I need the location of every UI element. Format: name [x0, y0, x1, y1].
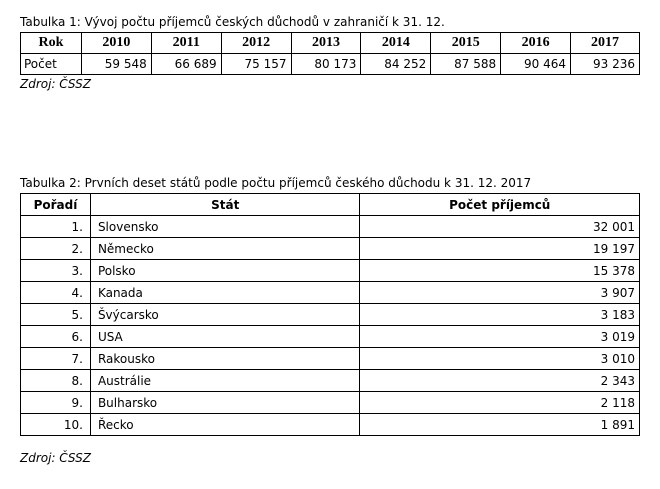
count-cell: 1 891 [360, 414, 640, 436]
count-cell: 3 183 [360, 304, 640, 326]
rank-cell: 9. [21, 392, 91, 414]
table-row [21, 348, 640, 370]
table1-year: 2014 [361, 33, 431, 54]
table-row [21, 238, 640, 260]
count-cell: 3 019 [360, 326, 640, 348]
table-row [21, 260, 640, 282]
table1-year: 2015 [431, 33, 501, 54]
rank-cell: 6. [21, 326, 91, 348]
table2-caption: Tabulka 2: Prvních deset států podle počtu příjemců českého důchodu k 31. 12. 2017 [20, 176, 532, 190]
table1-value: 66 689 [151, 54, 221, 75]
country-cell: Kanada [90, 282, 360, 304]
country-cell: Švýcarsko [90, 304, 360, 326]
table1-header-label: Rok [21, 33, 82, 54]
table1-year: 2010 [81, 33, 151, 54]
table1-year: 2012 [221, 33, 291, 54]
table2-header-rank: Pořadí [21, 194, 91, 216]
country-cell: Polsko [90, 260, 360, 282]
count-cell: 2 343 [360, 370, 640, 392]
table1-data-row [21, 54, 640, 75]
rank-cell: 10. [21, 414, 91, 436]
count-cell: 3 010 [360, 348, 640, 370]
table1-header-row [21, 33, 640, 54]
count-cell: 32 001 [360, 216, 640, 238]
table1-year: 2017 [571, 33, 640, 54]
rank-cell: 8. [21, 370, 91, 392]
table-row [21, 326, 640, 348]
table1-value: 90 464 [501, 54, 571, 75]
count-cell: 2 118 [360, 392, 640, 414]
table2-header-row [21, 194, 640, 216]
table1-value: 75 157 [221, 54, 291, 75]
table2 [20, 193, 640, 436]
table1 [20, 32, 640, 75]
table2-header-country: Stát [90, 194, 360, 216]
table1-value: 80 173 [291, 54, 361, 75]
table1-value: 59 548 [81, 54, 151, 75]
country-cell: Německo [90, 238, 360, 260]
country-cell: USA [90, 326, 360, 348]
country-cell: Řecko [90, 414, 360, 436]
table1-year: 2016 [501, 33, 571, 54]
rank-cell: 5. [21, 304, 91, 326]
rank-cell: 7. [21, 348, 91, 370]
count-cell: 3 907 [360, 282, 640, 304]
table1-source: Zdroj: ČSSZ [20, 77, 91, 91]
table1-year: 2013 [291, 33, 361, 54]
country-cell: Slovensko [90, 216, 360, 238]
table-row [21, 414, 640, 436]
table-row [21, 282, 640, 304]
country-cell: Austrálie [90, 370, 360, 392]
rank-cell: 1. [21, 216, 91, 238]
table1-row-label: Počet [21, 54, 82, 75]
count-cell: 19 197 [360, 238, 640, 260]
rank-cell: 2. [21, 238, 91, 260]
table2-header-count: Počet příjemců [360, 194, 640, 216]
table1-caption: Tabulka 1: Vývoj počtu příjemců českých důchodů v zahraničí k 31. 12. [20, 15, 445, 29]
country-cell: Bulharsko [90, 392, 360, 414]
table1-value: 84 252 [361, 54, 431, 75]
table1-value: 87 588 [431, 54, 501, 75]
table2-source: Zdroj: ČSSZ [20, 451, 91, 465]
count-cell: 15 378 [360, 260, 640, 282]
table-row [21, 304, 640, 326]
table-row [21, 392, 640, 414]
table1-value: 93 236 [571, 54, 640, 75]
table-row [21, 216, 640, 238]
table1-year: 2011 [151, 33, 221, 54]
table-row [21, 370, 640, 392]
rank-cell: 3. [21, 260, 91, 282]
country-cell: Rakousko [90, 348, 360, 370]
rank-cell: 4. [21, 282, 91, 304]
